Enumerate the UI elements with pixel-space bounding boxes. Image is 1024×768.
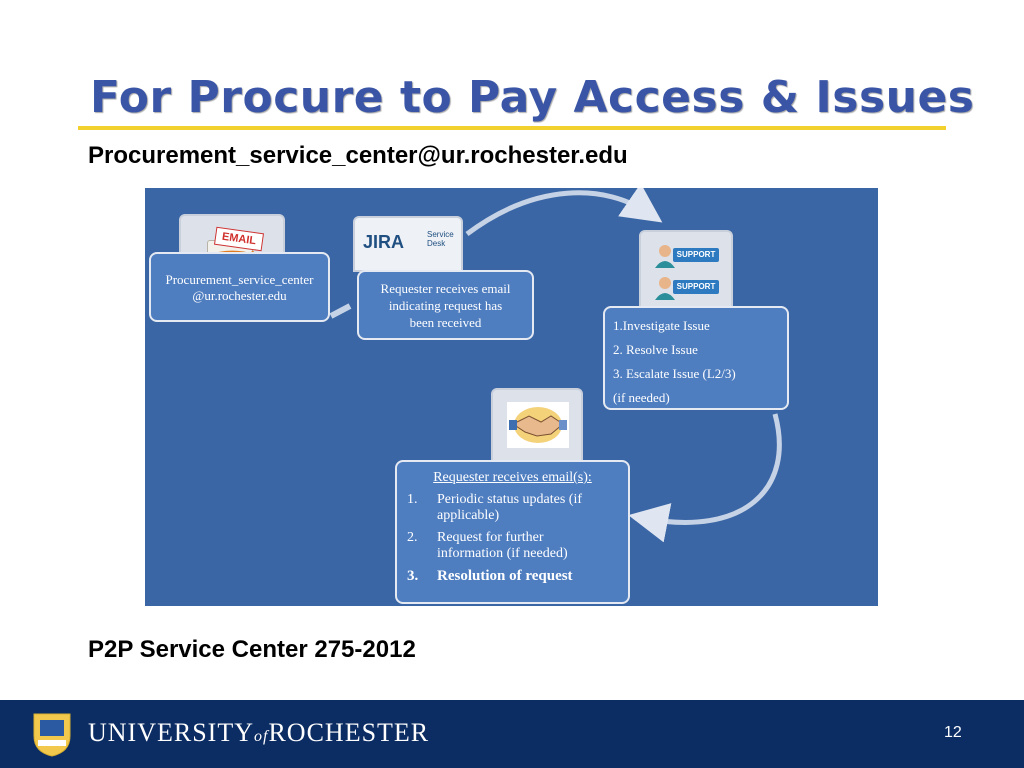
step-support-box: [603, 306, 789, 410]
step3-item3: 3. Escalate Issue (L2/3): [613, 366, 736, 381]
handshake-icon: [507, 402, 569, 448]
step2-line3: been received: [409, 315, 482, 330]
process-diagram: [145, 188, 878, 606]
step4-heading: Requester receives email(s):: [433, 470, 592, 485]
email-icon: EMAIL: [199, 228, 261, 274]
university-wordmark: UNIVERSITYofROCHESTER: [88, 718, 430, 747]
service-email: Procurement_service_center@ur.rochester.edu: [88, 142, 628, 169]
step3-item2: 2. Resolve Issue: [613, 342, 698, 357]
jira-service-desk: Service Desk: [427, 230, 454, 248]
footer-bar: [0, 700, 1024, 768]
step-requester-box: Requester receives email(s): 1. Periodic status updates (if applicable) 2. Request for further information (if needed) 3. Resolution of request: [395, 460, 630, 604]
step3-item1: 1.Investigate Issue: [613, 318, 710, 333]
slide-title: For Procure to Pay Access & Issues: [90, 72, 975, 123]
support-icon: SUPPORT: [655, 242, 717, 270]
service-phone: P2P Service Center 275-2012: [88, 636, 416, 663]
step-jira-box: [357, 270, 534, 340]
jira-logo: JIRA: [363, 232, 405, 252]
step1-line1: Procurement_service_center: [165, 272, 314, 287]
arrow-email-to-jira: [331, 306, 350, 316]
step2-line2: indicating request has: [388, 298, 503, 313]
jira-icon-tab: [353, 216, 463, 272]
support-icon-tab: [639, 230, 733, 310]
step4-item1: Periodic status updates (if: [437, 492, 583, 507]
arrow-support-to-requester: [643, 414, 779, 522]
step-email-box: [149, 252, 330, 322]
step4-item2: Request for further: [437, 530, 544, 545]
page-number: 12: [944, 724, 962, 741]
step4-item3: Resolution of request: [437, 568, 573, 584]
support-icon: SUPPORT: [655, 274, 717, 302]
arrow-jira-to-support: [467, 193, 650, 234]
title-underline: [78, 126, 946, 130]
step1-line2: @ur.rochester.edu: [192, 288, 287, 303]
step3-item4: (if needed): [613, 390, 670, 405]
university-seal-icon: [30, 710, 74, 758]
step2-line1: Requester receives email: [380, 281, 511, 296]
handshake-icon-tab: [491, 388, 583, 468]
